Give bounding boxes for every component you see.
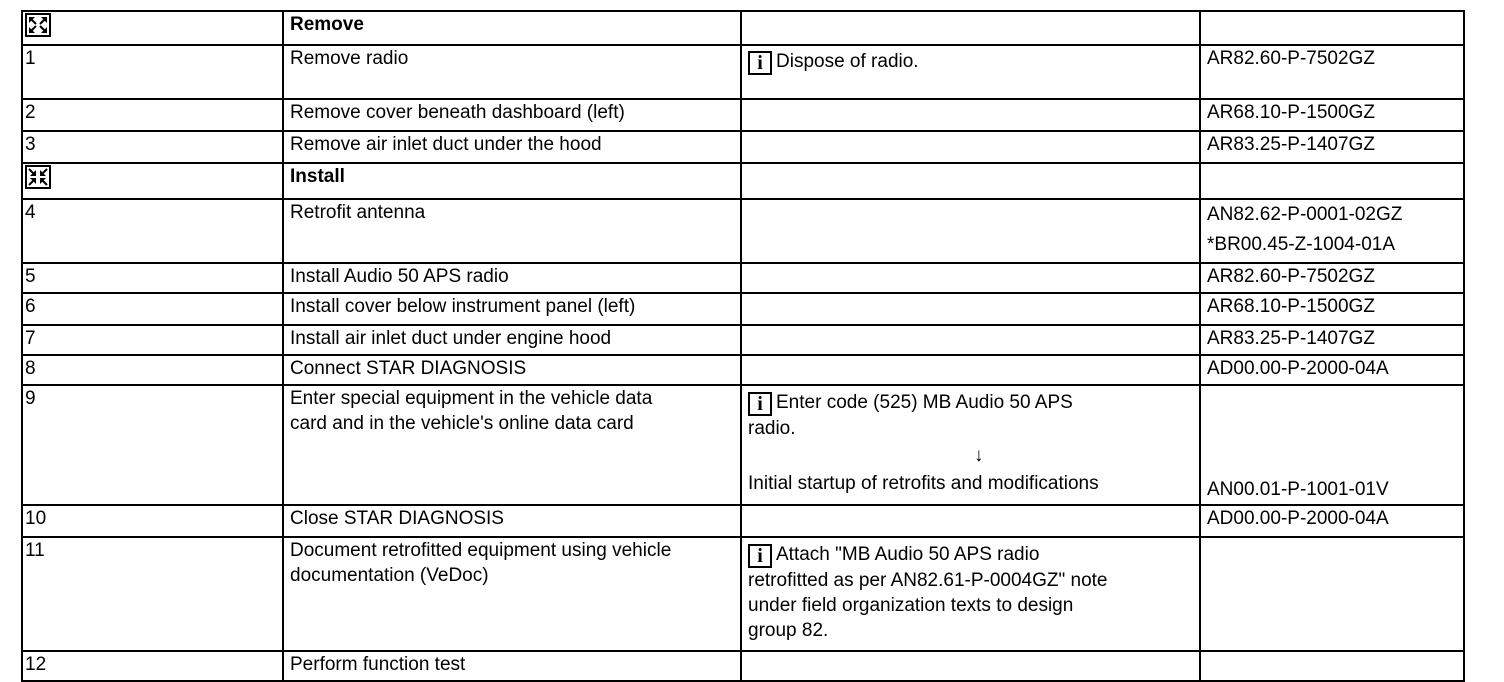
- note-cell: [741, 651, 1200, 681]
- table-row: [22, 385, 1464, 505]
- procedure-table: [21, 10, 1465, 682]
- collapse-arrows-icon: [25, 165, 51, 189]
- note-cell: [741, 355, 1200, 385]
- section-row-remove: [22, 11, 1464, 45]
- note-cell: [741, 11, 1200, 45]
- table-row: [22, 355, 1464, 385]
- table-row: [22, 45, 1464, 99]
- note-line: [748, 390, 1199, 416]
- note-cell: [741, 199, 1200, 263]
- section-title-remove: Remove: [283, 11, 741, 45]
- step-text-line: card and in the vehicle's online data card: [290, 413, 634, 434]
- ref-link[interactable]: AN00.01-P-1001-01V: [1207, 479, 1389, 500]
- note-cell: [741, 163, 1200, 199]
- note-cell: [741, 131, 1200, 163]
- note-text: Dispose of radio.: [776, 51, 919, 72]
- table-row: [22, 293, 1464, 325]
- section-title-install: Install: [283, 163, 741, 199]
- step-text: Remove radio: [283, 45, 741, 99]
- table-row: [22, 199, 1464, 263]
- note-cell: [741, 505, 1200, 537]
- step-text: Remove air inlet duct under the hood: [283, 131, 741, 163]
- step-text: Connect STAR DIAGNOSIS: [283, 355, 741, 385]
- section-icon-cell: [22, 163, 283, 199]
- ref-link[interactable]: *BR00.45-Z-1004-01A: [1207, 234, 1395, 255]
- step-text-line: documentation (VeDoc): [290, 565, 489, 586]
- step-number: 1: [22, 45, 283, 99]
- ref-cell: [1200, 11, 1464, 45]
- expand-arrows-icon: [25, 13, 51, 37]
- step-number: 8: [22, 355, 283, 385]
- step-text: Install Audio 50 APS radio: [283, 263, 741, 293]
- note-cell: [741, 263, 1200, 293]
- table-row: [22, 131, 1464, 163]
- step-number: 9: [22, 385, 283, 505]
- step-number: 12: [22, 651, 283, 681]
- section-row-install: [22, 163, 1464, 199]
- note-text: Attach "MB Audio 50 APS radio: [776, 544, 1040, 565]
- step-text: [283, 385, 741, 505]
- step-number: 10: [22, 505, 283, 537]
- ref-link[interactable]: AR68.10-P-1500GZ: [1200, 293, 1464, 325]
- step-number: 3: [22, 131, 283, 163]
- ref-link[interactable]: AD00.00-P-2000-04A: [1200, 505, 1464, 537]
- ref-cell: [1200, 385, 1464, 505]
- step-text: [283, 537, 741, 651]
- table-row: [22, 537, 1464, 651]
- info-icon: i: [748, 544, 772, 568]
- step-number: 5: [22, 263, 283, 293]
- ref-cell: [1200, 537, 1464, 651]
- table-row: [22, 99, 1464, 131]
- table-row: [22, 263, 1464, 293]
- note-text: Enter code (525) MB Audio 50 APS: [776, 392, 1073, 413]
- info-icon: i: [748, 392, 772, 416]
- note-cell: [741, 385, 1200, 505]
- step-text: Perform function test: [283, 651, 741, 681]
- note-line: [748, 542, 1199, 568]
- step-number: 11: [22, 537, 283, 651]
- step-text: Install cover below instrument panel (left): [283, 293, 741, 325]
- table-row: [22, 505, 1464, 537]
- ref-link[interactable]: AR82.60-P-7502GZ: [1200, 45, 1464, 99]
- info-icon: i: [748, 51, 772, 75]
- note-text: retrofitted as per AN82.61-P-0004GZ" note: [748, 570, 1108, 591]
- step-text-line: Document retrofitted equipment using vehicle: [290, 540, 672, 561]
- step-text: Remove cover beneath dashboard (left): [283, 99, 741, 131]
- ref-cell: [1200, 199, 1464, 263]
- step-text: Close STAR DIAGNOSIS: [283, 505, 741, 537]
- down-arrow-icon: ↓: [974, 445, 984, 466]
- note-cell: [741, 99, 1200, 131]
- step-number: 6: [22, 293, 283, 325]
- note-text: under field organization texts to design: [748, 595, 1074, 616]
- ref-link[interactable]: AD00.00-P-2000-04A: [1200, 355, 1464, 385]
- step-number: 7: [22, 325, 283, 355]
- table-row: [22, 325, 1464, 355]
- note-cell: [741, 293, 1200, 325]
- ref-link[interactable]: AR68.10-P-1500GZ: [1200, 99, 1464, 131]
- ref-link[interactable]: AN82.62-P-0001-02GZ: [1207, 204, 1403, 225]
- ref-cell: [1200, 163, 1464, 199]
- note-cell: [741, 325, 1200, 355]
- note-text: group 82.: [748, 620, 829, 641]
- step-number: 4: [22, 199, 283, 263]
- ref-link[interactable]: AR83.25-P-1407GZ: [1200, 131, 1464, 163]
- ref-cell: [1200, 651, 1464, 681]
- note-text: radio.: [748, 418, 796, 439]
- ref-link[interactable]: AR82.60-P-7502GZ: [1200, 263, 1464, 293]
- ref-link[interactable]: AR83.25-P-1407GZ: [1200, 325, 1464, 355]
- step-text: Install air inlet duct under engine hood: [283, 325, 741, 355]
- step-number: 2: [22, 99, 283, 131]
- step-text: Retrofit antenna: [283, 199, 741, 263]
- note-text: Initial startup of retrofits and modifications: [748, 473, 1099, 494]
- note-cell: [741, 537, 1200, 651]
- section-icon-cell: [22, 11, 283, 45]
- step-text-line: Enter special equipment in the vehicle data: [290, 388, 653, 409]
- note-cell: [741, 45, 1200, 99]
- table-row: [22, 651, 1464, 681]
